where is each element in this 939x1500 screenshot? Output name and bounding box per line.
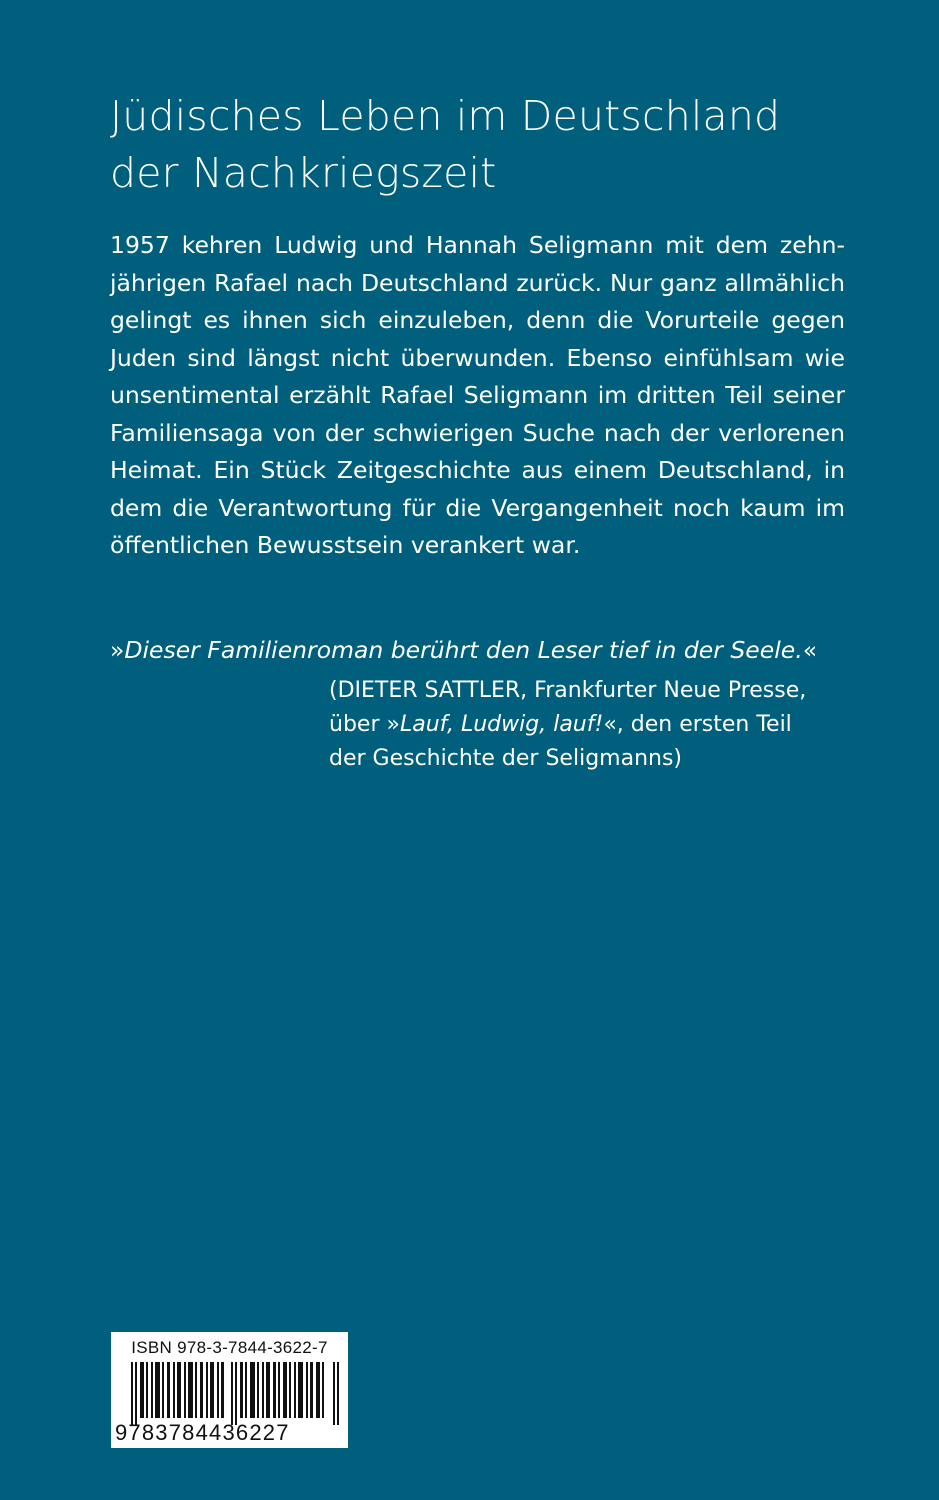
quote-text: Dieser Familienroman berührt den Leser tief in der Seele. xyxy=(124,636,803,664)
isbn-barcode xyxy=(111,1332,348,1448)
attribution-line-2 xyxy=(329,708,849,742)
attribution-suffix: «, den ersten Teil xyxy=(603,712,792,737)
attribution-line-1: (DIETER SATTLER, Frankfurter Neue Presse, xyxy=(329,678,807,703)
attribution-line-3: der Geschichte der Seligmanns) xyxy=(329,746,682,771)
quote-close-mark: « xyxy=(802,636,818,664)
barcode-bars xyxy=(131,1362,339,1425)
headline-line-2: der Nachkriegszeit xyxy=(110,149,497,197)
referenced-book-title: Lauf, Ludwig, lauf! xyxy=(399,712,604,737)
quote-attribution xyxy=(329,674,849,776)
isbn-label: ISBN 978-3-7844-3622-7 xyxy=(131,1338,328,1357)
review-quote xyxy=(110,632,870,668)
cover-headline xyxy=(110,88,830,202)
attribution-prefix: über » xyxy=(329,712,400,737)
quote-open-mark: » xyxy=(110,636,125,664)
headline-line-1: Jüdisches Leben im Deutschland xyxy=(110,92,781,140)
barcode-digits: 9783784436227 xyxy=(115,1420,290,1445)
blurb-paragraph: 1957 kehren Ludwig und Hannah Seligmann mit dem zehnjährigen Rafael nach Deutschland zurück. Nur ganz allmählich gelingt es ihnen sich einzuleben, denn die Vorurteile gegen Juden sind längst nicht überwunden. Ebenso einfühlsam wie unsentimental erzählt Rafael Seligmann im dritten Teil seiner Familiensaga von der schwierigen Suche nach der verlorenen Heimat. Ein Stück Zeitgeschichte aus einem Deutschland, in dem die Verantwortung für die Vergangenheit noch kaum im öffentlichen Bewusstsein verankert war. xyxy=(110,231,845,559)
